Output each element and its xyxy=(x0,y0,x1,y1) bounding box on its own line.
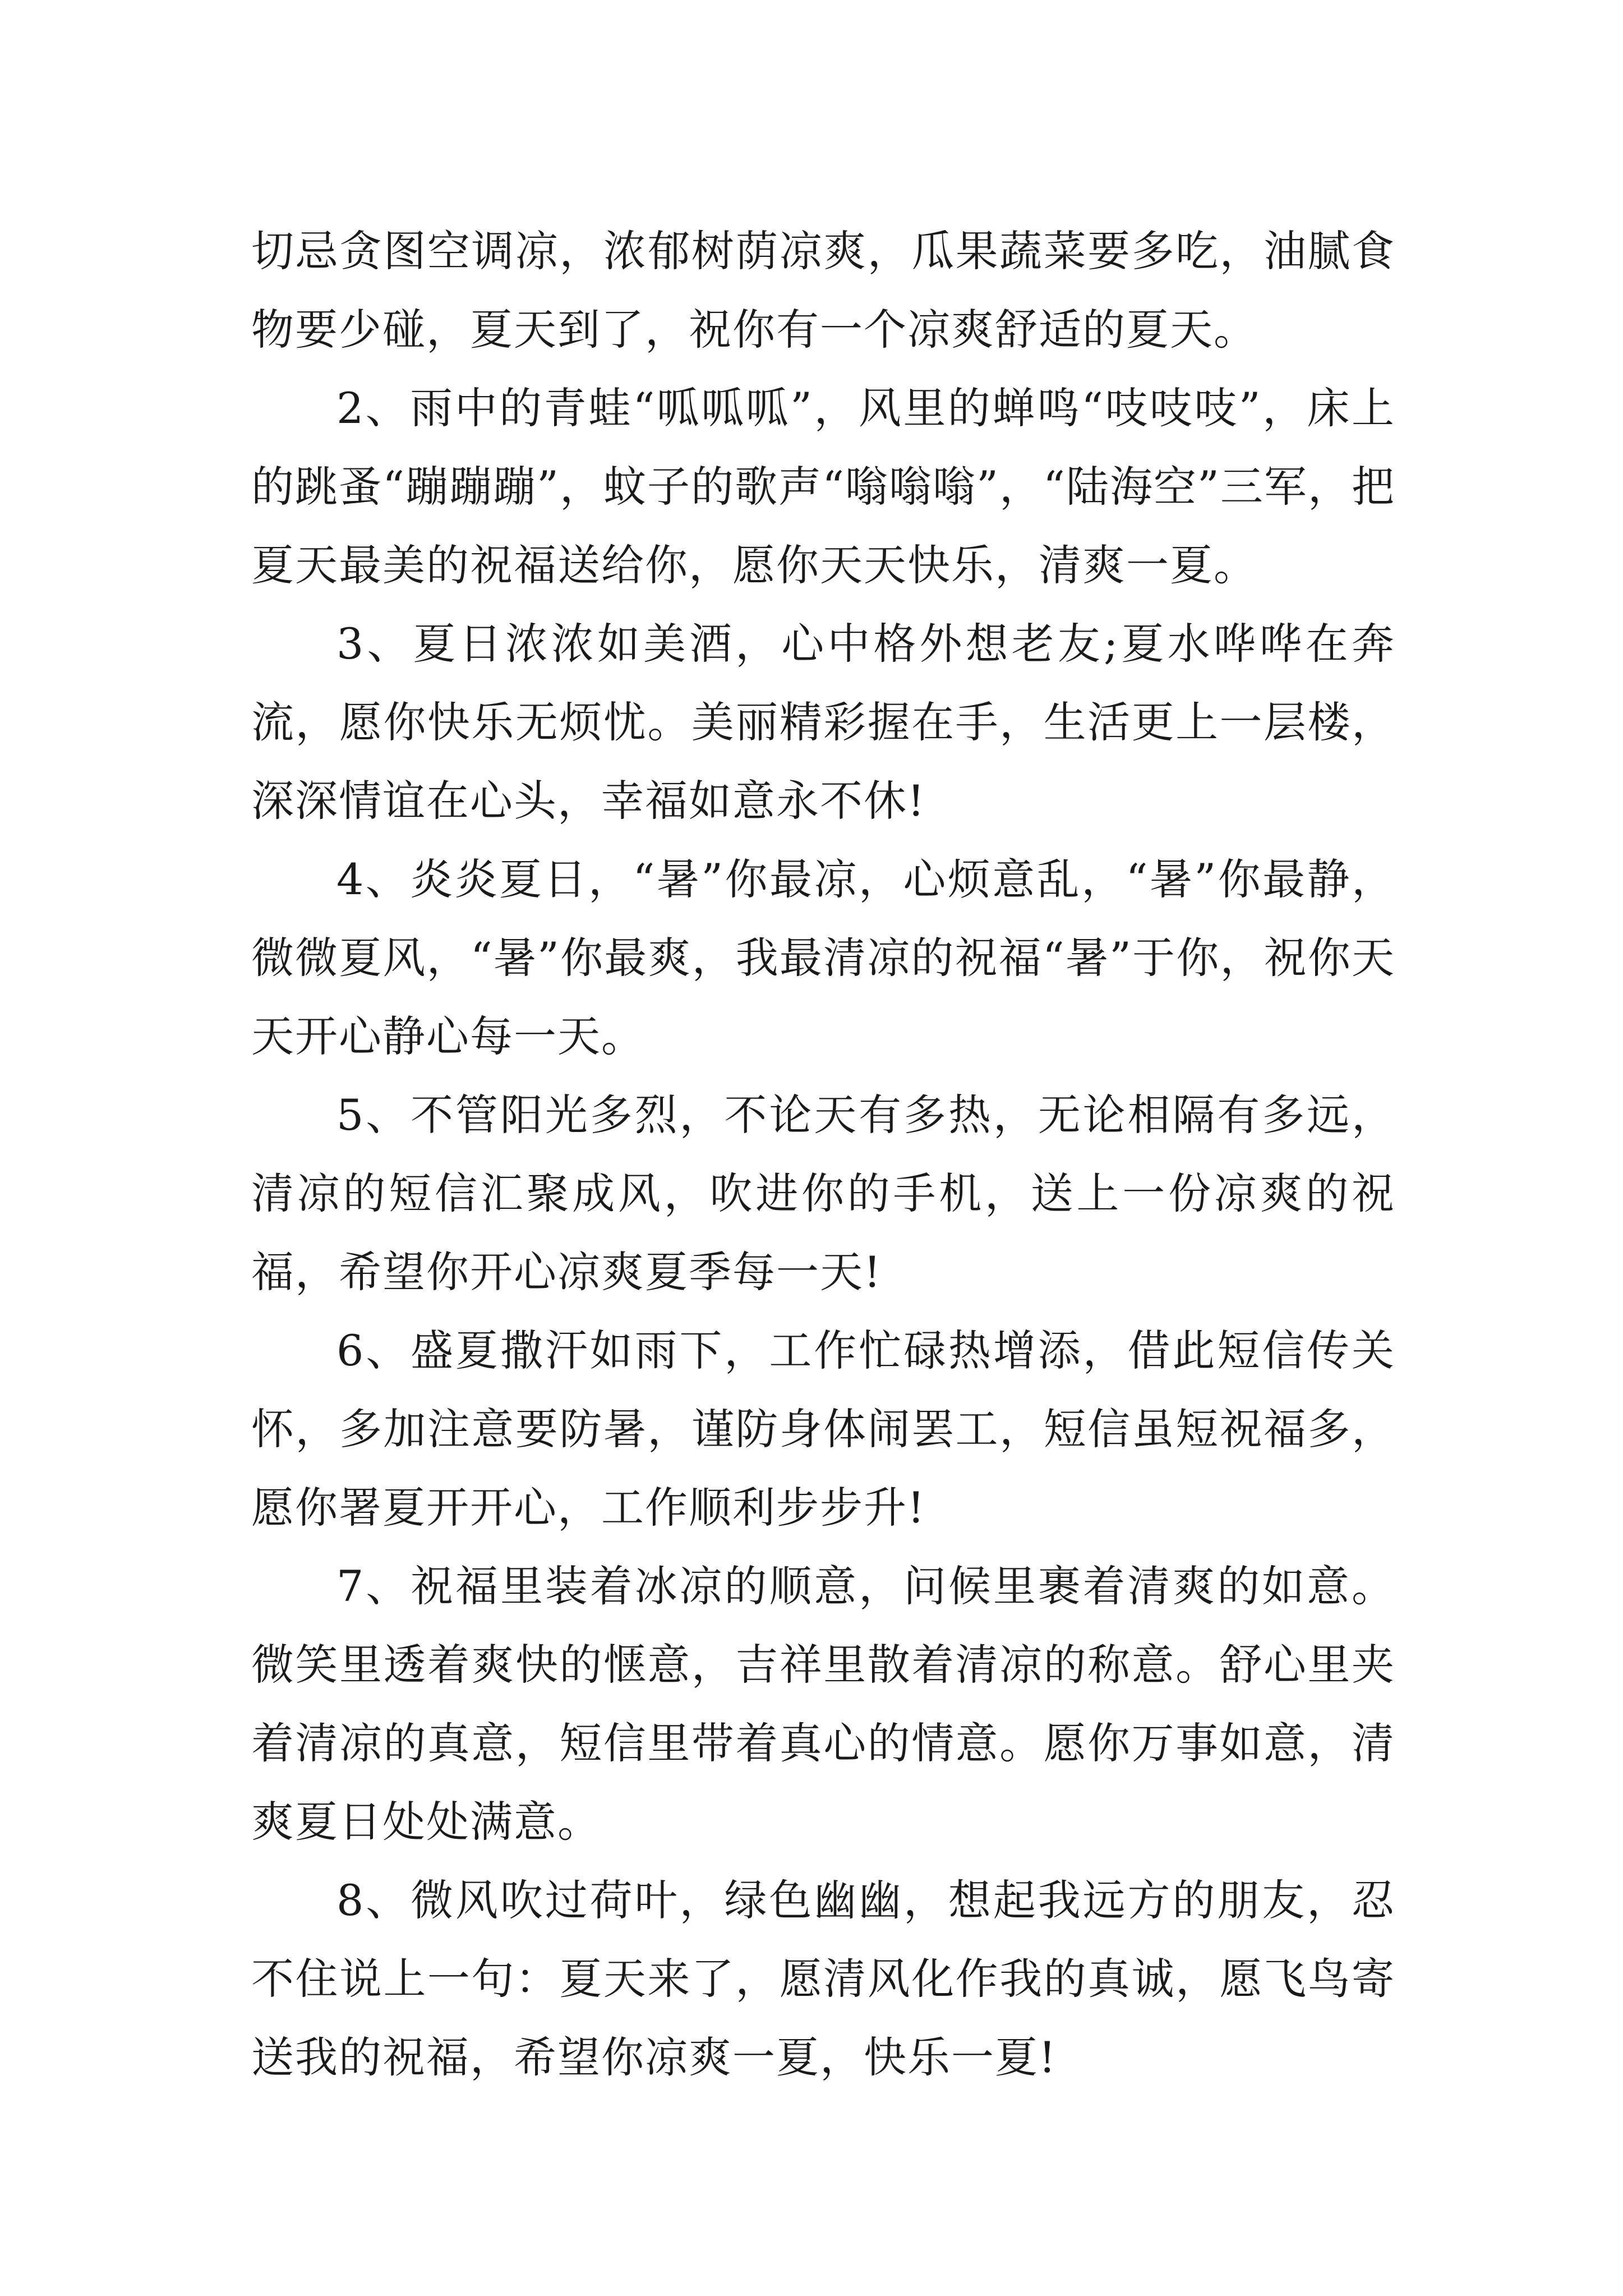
document-body xyxy=(251,212,1395,2097)
paragraph-3: 3、夏日浓浓如美酒，心中格外想老友;夏水哗哗在奔流，愿你快乐无烦忧。美丽精彩握在手，生活更上一层楼，深深情谊在心头，幸福如意永不休! xyxy=(251,619,1395,826)
paragraph-2: 2、雨中的青蛙“呱呱呱”，风里的蝉鸣“吱吱吱”，床上的跳蚤“蹦蹦蹦”，蚊子的歌声“嗡嗡嗡”，“陆海空”三军，把夏天最美的祝福送给你，愿你天天快乐，清爽一夏。 xyxy=(251,383,1395,590)
paragraph-4: 4、炎炎夏日，“暑”你最凉，心烦意乱，“暑”你最静，微微夏风，“暑”你最爽，我最清凉的祝福“暑”于你，祝你天天开心静心每一天。 xyxy=(251,854,1395,1061)
paragraph-6: 6、盛夏撒汗如雨下，工作忙碌热增添，借此短信传关怀，多加注意要防暑，谨防身体闹罢工，短信虽短祝福多，愿你署夏开开心，工作顺利步步升! xyxy=(251,1326,1395,1533)
paragraph-8: 8、微风吹过荷叶，绿色幽幽，想起我远方的朋友，忍不住说上一句：夏天来了，愿清风化作我的真诚，愿飞鸟寄送我的祝福，希望你凉爽一夏，快乐一夏! xyxy=(251,1875,1395,2082)
paragraph-7: 7、祝福里装着冰凉的顺意，问候里裹着清爽的如意。微笑里透着爽快的惬意，吉祥里散着清凉的称意。舒心里夹着清凉的真意，短信里带着真心的情意。愿你万事如意，清爽夏日处处满意。 xyxy=(251,1561,1395,1847)
paragraph-5: 5、不管阳光多烈，不论天有多热，无论相隔有多远，清凉的短信汇聚成风，吹进你的手机，送上一份凉爽的祝福，希望你开心凉爽夏季每一天! xyxy=(251,1090,1395,1297)
paragraph-continued: 切忌贪图空调凉，浓郁树荫凉爽，瓜果蔬菜要多吃，油腻食物要少碰，夏天到了，祝你有一个凉爽舒适的夏天。 xyxy=(251,226,1395,355)
